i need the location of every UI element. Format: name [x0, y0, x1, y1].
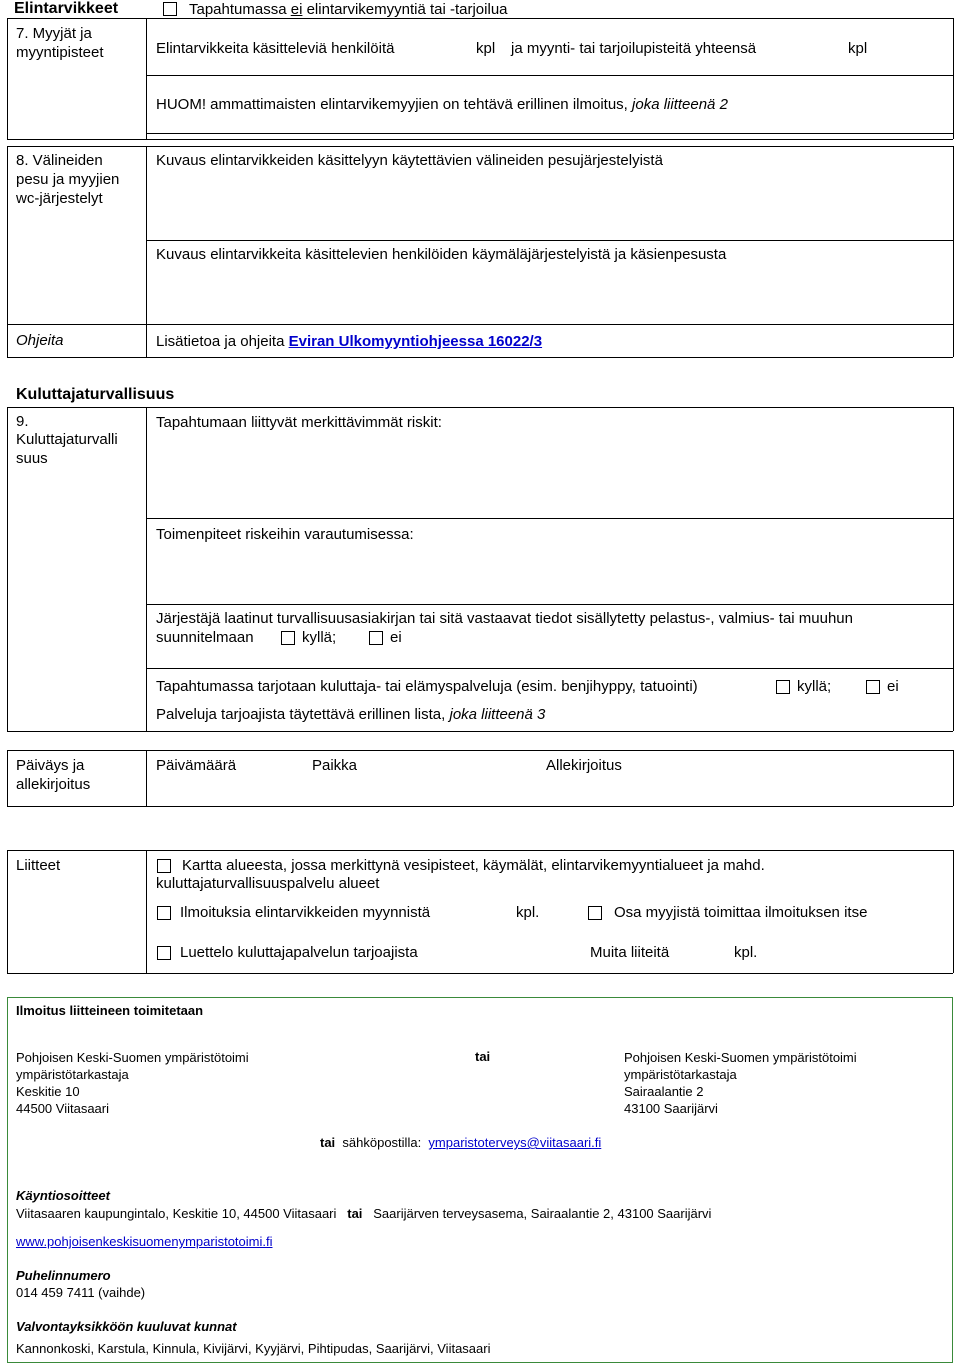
handlers-kpl: kpl [476, 40, 496, 57]
no-food-checkbox[interactable] [163, 2, 177, 16]
safety-doc-yes-checkbox[interactable] [281, 631, 295, 645]
sellers-notice-checkbox[interactable] [588, 906, 602, 920]
section-heading-elintarvikkeet: Elintarvikkeet [14, 0, 119, 17]
no-food-label: Tapahtumassa ei elintarvikemyyntiä tai -tarjoilua [189, 1, 508, 18]
map-label-line1: Kartta alueesta, jossa merkittynä vesipisteet, käymälät, elintarvikemyyntialueet ja mahd. [182, 857, 765, 874]
sellers-notice-label: Osa myyjistä toimittaa ilmoituksen itse [614, 904, 868, 921]
food-notices-label: Ilmoituksia elintarvikkeiden myynnistä [180, 904, 431, 921]
phone-number: 014 459 7411 (vaihde) [16, 1285, 146, 1300]
email-link[interactable]: ymparistoterveys@viitasaari.fi [428, 1135, 602, 1150]
address-viitasaari: Pohjoisen Keski-Suomen ympäristötoimi ympäristötarkastaja Keskitie 10 44500 Viitasaari [16, 1050, 249, 1116]
food-notices-checkbox[interactable] [157, 906, 171, 920]
municipalities-heading: Valvontayksikköön kuuluvat kunnat [16, 1319, 237, 1334]
risks-label: Tapahtumaan liittyvät merkittävimmät riskit: [156, 414, 442, 431]
s7-label-line2: myyntipisteet [16, 44, 104, 61]
s7-label-line1: 7. Myyjät ja [16, 25, 92, 42]
email-line: tai sähköpostilla: ymparistoterveys@viitasaari.fi [320, 1135, 602, 1150]
ohjeita-label: Ohjeita [16, 332, 64, 349]
consumer-list-checkbox[interactable] [157, 946, 171, 960]
safety-doc-line2: suunnitelmaan [156, 629, 254, 646]
services-label: Tapahtumassa tarjotaan kuluttaja- tai elämyspalveluja (esim. benjihyppy, tatuointi) [156, 678, 698, 695]
map-checkbox[interactable] [157, 859, 171, 873]
s9-label-line1: 9. [16, 413, 29, 430]
map-label-line2: kuluttajaturvallisuuspalvelu alueet [156, 875, 380, 892]
s9-label-line3: suus [16, 450, 48, 467]
points-label: ja myynti- tai tarjoilupisteitä yhteensä [511, 40, 757, 57]
safety-doc-no-checkbox[interactable] [369, 631, 383, 645]
consumer-list-label: Luettelo kuluttajapalvelun tarjoajista [180, 944, 418, 961]
food-notices-kpl: kpl. [516, 904, 540, 921]
huom-note: HUOM! ammattimaisten elintarvikemyyjien on tehtävä erillinen ilmoitus, joka liitteenä 2 [156, 96, 728, 113]
other-attachments-label: Muita liiteitä [590, 944, 670, 961]
ohjeita-text: Lisätietoa ja ohjeita Eviran Ulkomyyntiohjeessa 16022/3 [156, 333, 543, 350]
s8-label-line3: wc-järjestelyt [16, 190, 103, 207]
s8-label-line1: 8. Välineiden [16, 152, 103, 169]
section-heading-kuluttajaturvallisuus: Kuluttajaturvallisuus [16, 386, 175, 403]
s8-label-line2: pesu ja myyjien [16, 171, 120, 188]
address-or: tai [475, 1049, 491, 1064]
place-label: Paikka [312, 757, 358, 774]
s9-label-line2: Kuluttajaturvalli [16, 431, 118, 448]
toilet-description-label: Kuvaus elintarvikkeita käsittelevien henkilöiden käymäläjärjestelyistä ja käsienpesusta [156, 246, 727, 263]
services-yes-label: kyllä; [797, 678, 832, 695]
municipalities-list: Kannonkoski, Karstula, Kinnula, Kivijärvi, Kyyjärvi, Pihtipudas, Saarijärvi, Viitasaari [16, 1341, 491, 1356]
eviran-link[interactable]: Eviran Ulkomyyntiohjeessa 16022/3 [288, 333, 543, 350]
website-link[interactable]: www.pohjoisenkeskisuomenymparistotoimi.fi [16, 1234, 273, 1249]
sign-label-line1: Päiväys ja [16, 757, 85, 774]
address-saarijarvi: Pohjoisen Keski-Suomen ympäristötoimi ympäristötarkastaja Sairaalantie 2 43100 Saarijärvi [624, 1050, 857, 1116]
safety-doc-line1: Järjestäjä laatinut turvallisuusasiakirjan tai sitä vastaavat tiedot sisällytetty pelastus-, valmius- tai muuhun [156, 610, 853, 627]
services-no-label: ei [887, 678, 899, 695]
phone-heading: Puhelinnumero [16, 1268, 111, 1283]
safety-doc-yes-label: kyllä; [302, 629, 337, 646]
submission-heading: Ilmoitus liitteineen toimitetaan [16, 1003, 204, 1018]
visit-heading: Käyntiosoitteet [16, 1188, 110, 1203]
services-yes-checkbox[interactable] [776, 680, 790, 694]
attachments-label: Liitteet [16, 857, 61, 874]
other-attachments-kpl: kpl. [734, 944, 758, 961]
handlers-label: Elintarvikkeita käsitteleviä henkilöitä [156, 40, 395, 57]
measures-label: Toimenpiteet riskeihin varautumisessa: [156, 526, 414, 543]
safety-doc-no-label: ei [390, 629, 402, 646]
points-kpl: kpl [848, 40, 868, 57]
services-no-checkbox[interactable] [866, 680, 880, 694]
date-label: Päivämäärä [156, 757, 237, 774]
sign-label-line2: allekirjoitus [16, 776, 91, 793]
services-list-note: Palveluja tarjoajista täytettävä erillinen lista, joka liitteenä 3 [156, 706, 546, 723]
washing-description-label: Kuvaus elintarvikkeiden käsittelyyn käytettävien välineiden pesujärjestelyistä [156, 152, 663, 169]
visit-addresses: Viitasaaren kaupungintalo, Keskitie 10, 44500 Viitasaari tai Saarijärven terveysasema, Sairaalantie 2, 43100 Saarijärvi [16, 1206, 712, 1221]
signature-label: Allekirjoitus [546, 757, 622, 774]
